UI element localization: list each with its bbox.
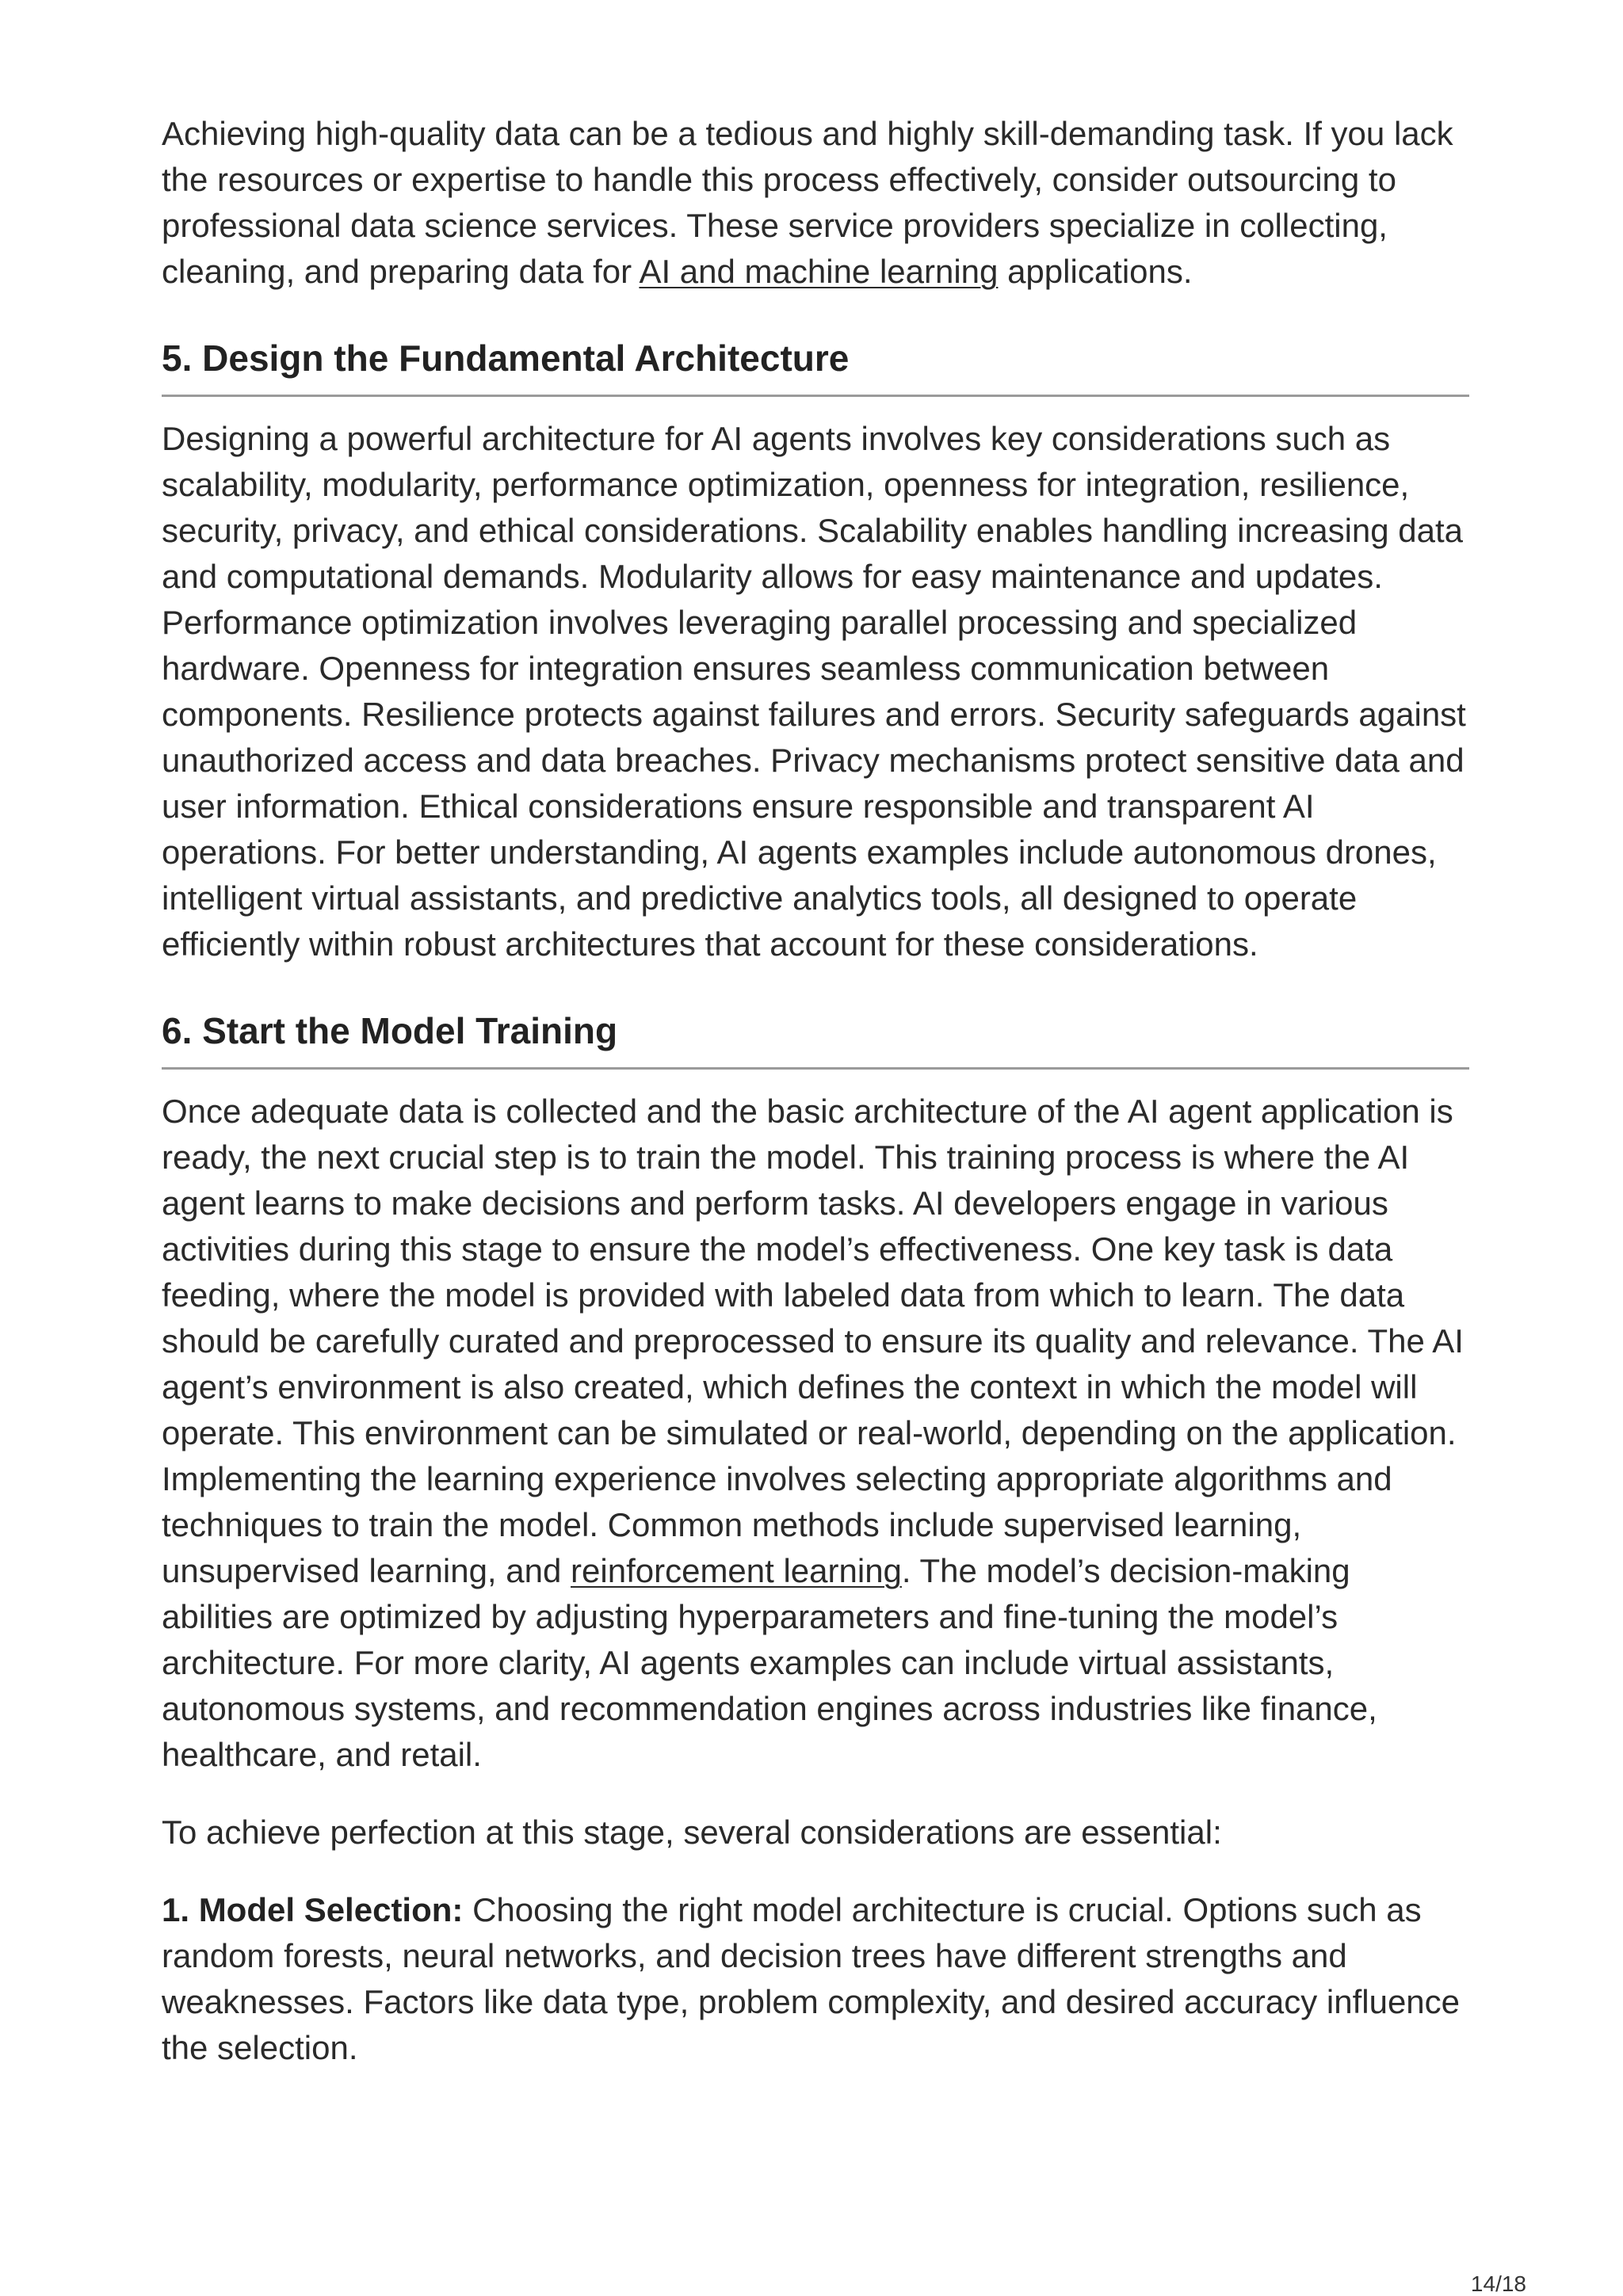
training-text-start: Once adequate data is collected and the basic architecture of the AI agent application is ready, the next crucial step is to train the model. This training process is where the AI agent learns to make decisions and perform tasks. AI developers engage in various activities during this stage to ensure the model’s effectiveness. One key task is data feeding, where the model is provided with labeled data from which to learn. The data should be carefully curated and preprocessed to ensure its quality and relevance. The AI agent’s environment is also created, which defines the context in which the model will operate. This environment can be simulated or real-world, depending on the application. Implementing the learning experience involves selecting appropriate algorithms and techniques to train the model. Common methods include supervised learning, unsupervised learning, and <box>162 1093 1464 1589</box>
training-text-end: . The model’s decision-making abilities are optimized by adjusting hyperparameters and fine-tuning the model’s architecture. For more clarity, AI agents examples can include virtual assistants, autonomous systems, and recommendation engines across industries like finance, healthcare, and retail. <box>162 1552 1377 1773</box>
section-6-paragraph <box>162 1089 1469 1778</box>
section-6-heading: 6. Start the Model Training <box>162 1009 1469 1070</box>
section-5-heading: 5. Design the Fundamental Architecture <box>162 336 1469 397</box>
intro-text-start: Achieving high-quality data can be a tedious and highly skill-demanding task. If you lack the resources or expertise to handle this process effectively, consider outsourcing to professional data science services. These service providers specialize in collecting, cleaning, and preparing data for <box>162 115 1453 290</box>
intro-text-end: applications. <box>998 253 1193 290</box>
section-5-paragraph: Designing a powerful architecture for AI agents involves key considerations such as scalability, modularity, performance optimization, openness for integration, resilience, security, privacy, and ethical considerations. Scalability enables handling increasing data and computational demands. Modularity allows for easy maintenance and updates. Performance optimization involves leveraging parallel processing and specialized hardware. Openness for integration ensures seamless communication between components. Resilience protects against failures and errors. Security safeguards against unauthorized access and data breaches. Privacy mechanisms protect sensitive data and user information. Ethical considerations ensure responsible and transparent AI operations. For better understanding, AI agents examples include autonomous drones, intelligent virtual assistants, and predictive analytics tools, all designed to operate efficiently within robust architectures that account for these considerations. <box>162 420 1466 963</box>
model-selection-text: Choosing the right model architecture is crucial. Options such as random forests, neural networks, and decision trees have different strengths and weaknesses. Factors like data type, problem complexity, and desired accuracy influence the selection. <box>162 1891 1461 2066</box>
page-number: 14/18 <box>1470 2271 1526 2296</box>
model-selection-label: 1. Model Selection: <box>162 1891 464 1928</box>
intro-paragraph <box>162 111 1469 295</box>
considerations-intro: To achieve perfection at this stage, several considerations are essential: <box>162 1814 1222 1851</box>
ai-machine-learning-link[interactable]: AI and machine learning <box>639 253 999 290</box>
reinforcement-learning-link[interactable]: reinforcement learning <box>571 1552 902 1589</box>
page-content <box>162 111 1469 2071</box>
model-selection-item <box>162 1887 1469 2071</box>
